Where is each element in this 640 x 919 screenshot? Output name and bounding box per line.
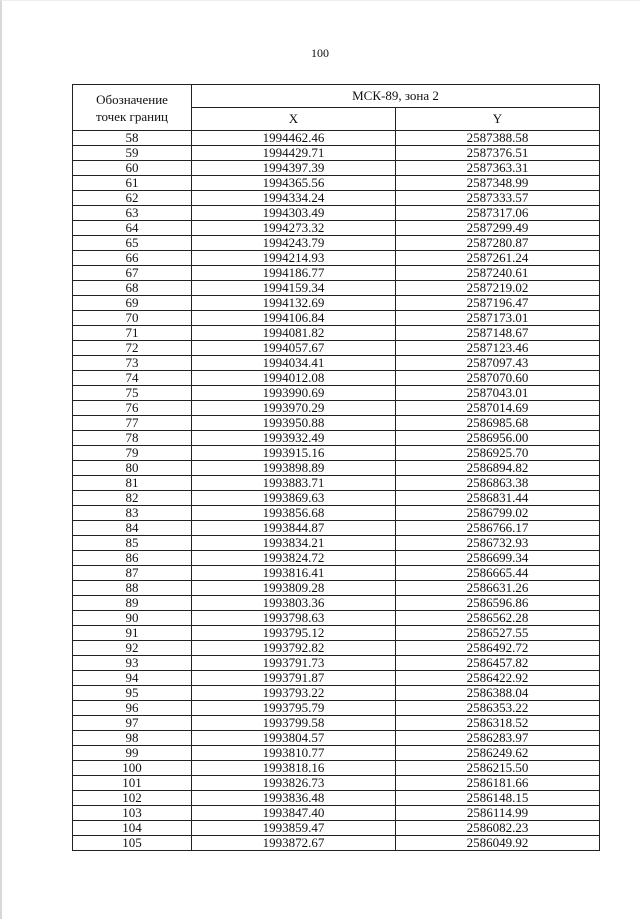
table-row (73, 371, 600, 386)
coordinate-system-header: МСК-89, зона 2 (192, 85, 600, 108)
table-row (73, 221, 600, 236)
y-coordinate-cell: 2587299.49 (396, 221, 600, 236)
table-header (73, 85, 600, 131)
x-coordinate-cell: 1993809.28 (192, 581, 396, 596)
y-coordinate-cell: 2586799.02 (396, 506, 600, 521)
table-row (73, 836, 600, 851)
y-coordinate-cell: 2586732.93 (396, 536, 600, 551)
y-coordinate-cell: 2586527.55 (396, 626, 600, 641)
boundary-coordinates-table (72, 84, 600, 851)
x-coordinate-cell: 1993793.22 (192, 686, 396, 701)
x-coordinate-cell: 1993803.36 (192, 596, 396, 611)
y-coordinate-cell: 2586215.50 (396, 761, 600, 776)
table-row (73, 596, 600, 611)
y-coordinate-cell: 2587261.24 (396, 251, 600, 266)
table-row (73, 416, 600, 431)
table-row (73, 686, 600, 701)
table-row (73, 746, 600, 761)
x-coordinate-cell: 1993798.63 (192, 611, 396, 626)
x-coordinate-cell: 1993792.82 (192, 641, 396, 656)
table-row (73, 176, 600, 191)
y-coordinate-cell: 2586049.92 (396, 836, 600, 851)
y-coordinate-cell: 2586249.62 (396, 746, 600, 761)
table-row (73, 731, 600, 746)
point-designation-label-line2: точек границ (95, 108, 169, 124)
y-coordinate-cell: 2586766.17 (396, 521, 600, 536)
table-row (73, 641, 600, 656)
page-number: 100 (311, 46, 329, 60)
table-row (73, 236, 600, 251)
y-coordinate-cell: 2586457.82 (396, 656, 600, 671)
x-coordinate-cell: 1993834.21 (192, 536, 396, 551)
x-coordinate-cell: 1993791.87 (192, 671, 396, 686)
point-number-cell: 95 (73, 686, 192, 701)
table-row (73, 206, 600, 221)
x-coordinate-cell: 1994186.77 (192, 266, 396, 281)
x-coordinate-cell: 1994243.79 (192, 236, 396, 251)
point-number-cell: 61 (73, 176, 192, 191)
point-number-cell: 79 (73, 446, 192, 461)
x-coordinate-cell: 1993970.29 (192, 401, 396, 416)
table-row (73, 761, 600, 776)
table-row (73, 701, 600, 716)
x-coordinate-cell: 1993844.87 (192, 521, 396, 536)
y-coordinate-cell: 2586353.22 (396, 701, 600, 716)
point-designation-label-line1: Обозначение (96, 91, 168, 107)
y-coordinate-cell: 2587333.57 (396, 191, 600, 206)
y-coordinate-cell: 2586831.44 (396, 491, 600, 506)
y-coordinate-cell: 2586596.86 (396, 596, 600, 611)
table-row (73, 296, 600, 311)
point-number-cell: 67 (73, 266, 192, 281)
y-coordinate-cell: 2586631.26 (396, 581, 600, 596)
y-coordinate-cell: 2587123.46 (396, 341, 600, 356)
x-coordinate-cell: 1993791.73 (192, 656, 396, 671)
point-number-cell: 82 (73, 491, 192, 506)
y-coordinate-cell: 2586082.23 (396, 821, 600, 836)
y-coordinate-cell: 2586925.70 (396, 446, 600, 461)
x-coordinate-cell: 1994012.08 (192, 371, 396, 386)
point-number-cell: 103 (73, 806, 192, 821)
y-coordinate-cell: 2586181.66 (396, 776, 600, 791)
x-coordinate-cell: 1993810.77 (192, 746, 396, 761)
x-coordinate-cell: 1993836.48 (192, 791, 396, 806)
x-coordinate-cell: 1993795.12 (192, 626, 396, 641)
y-coordinate-cell: 2587070.60 (396, 371, 600, 386)
y-coordinate-cell: 2587388.58 (396, 131, 600, 146)
table-body (73, 131, 600, 851)
table-row (73, 326, 600, 341)
point-number-cell: 60 (73, 161, 192, 176)
y-coordinate-cell: 2586148.15 (396, 791, 600, 806)
table-row (73, 431, 600, 446)
x-coordinate-cell: 1993824.72 (192, 551, 396, 566)
point-number-cell: 87 (73, 566, 192, 581)
x-coordinate-cell: 1994429.71 (192, 146, 396, 161)
point-number-cell: 98 (73, 731, 192, 746)
y-coordinate-cell: 2586562.28 (396, 611, 600, 626)
point-number-cell: 64 (73, 221, 192, 236)
point-number-cell: 63 (73, 206, 192, 221)
table-row (73, 356, 600, 371)
x-column-header: X (192, 108, 396, 131)
y-coordinate-cell: 2587348.99 (396, 176, 600, 191)
table-row (73, 131, 600, 146)
y-coordinate-cell: 2586114.99 (396, 806, 600, 821)
x-coordinate-cell: 1993804.57 (192, 731, 396, 746)
point-number-cell: 104 (73, 821, 192, 836)
point-number-cell: 86 (73, 551, 192, 566)
point-number-cell: 101 (73, 776, 192, 791)
point-number-cell: 105 (73, 836, 192, 851)
x-coordinate-cell: 1994303.49 (192, 206, 396, 221)
y-coordinate-cell: 2586388.04 (396, 686, 600, 701)
point-number-cell: 73 (73, 356, 192, 371)
x-coordinate-cell: 1993859.47 (192, 821, 396, 836)
point-number-cell: 71 (73, 326, 192, 341)
point-number-cell: 90 (73, 611, 192, 626)
x-coordinate-cell: 1994273.32 (192, 221, 396, 236)
x-coordinate-cell: 1993883.71 (192, 476, 396, 491)
table-row (73, 776, 600, 791)
point-number-cell: 85 (73, 536, 192, 551)
table-row (73, 671, 600, 686)
point-number-cell: 74 (73, 371, 192, 386)
table-row (73, 491, 600, 506)
x-coordinate-cell: 1993898.89 (192, 461, 396, 476)
y-coordinate-cell: 2587173.01 (396, 311, 600, 326)
x-coordinate-cell: 1993847.40 (192, 806, 396, 821)
x-coordinate-cell: 1994034.41 (192, 356, 396, 371)
table-row (73, 581, 600, 596)
point-number-cell: 94 (73, 671, 192, 686)
point-number-cell: 89 (73, 596, 192, 611)
point-number-cell: 62 (73, 191, 192, 206)
y-coordinate-cell: 2586492.72 (396, 641, 600, 656)
table-row (73, 386, 600, 401)
point-number-cell: 58 (73, 131, 192, 146)
x-coordinate-cell: 1994214.93 (192, 251, 396, 266)
y-coordinate-cell: 2586863.38 (396, 476, 600, 491)
x-coordinate-cell: 1993818.16 (192, 761, 396, 776)
point-number-cell: 91 (73, 626, 192, 641)
point-number-cell: 68 (73, 281, 192, 296)
y-coordinate-cell: 2587097.43 (396, 356, 600, 371)
point-number-cell: 72 (73, 341, 192, 356)
point-number-cell: 84 (73, 521, 192, 536)
x-coordinate-cell: 1994159.34 (192, 281, 396, 296)
table-row (73, 536, 600, 551)
point-number-cell: 92 (73, 641, 192, 656)
y-coordinate-cell: 2587148.67 (396, 326, 600, 341)
point-number-cell: 93 (73, 656, 192, 671)
y-column-header: Y (396, 108, 600, 131)
table-row (73, 146, 600, 161)
table-row (73, 626, 600, 641)
point-designation-header (73, 85, 192, 131)
point-number-cell: 70 (73, 311, 192, 326)
table-row (73, 341, 600, 356)
y-coordinate-cell: 2587196.47 (396, 296, 600, 311)
x-coordinate-cell: 1994132.69 (192, 296, 396, 311)
point-number-cell: 59 (73, 146, 192, 161)
y-coordinate-cell: 2586985.68 (396, 416, 600, 431)
table-row (73, 821, 600, 836)
table-row (73, 191, 600, 206)
y-coordinate-cell: 2586665.44 (396, 566, 600, 581)
y-coordinate-cell: 2587376.51 (396, 146, 600, 161)
table-row (73, 506, 600, 521)
x-coordinate-cell: 1993826.73 (192, 776, 396, 791)
point-number-cell: 77 (73, 416, 192, 431)
y-coordinate-cell: 2586894.82 (396, 461, 600, 476)
y-coordinate-cell: 2587317.06 (396, 206, 600, 221)
y-coordinate-cell: 2587014.69 (396, 401, 600, 416)
table-row (73, 461, 600, 476)
x-coordinate-cell: 1994106.84 (192, 311, 396, 326)
point-number-cell: 81 (73, 476, 192, 491)
point-number-cell: 78 (73, 431, 192, 446)
y-coordinate-cell: 2586422.92 (396, 671, 600, 686)
y-coordinate-cell: 2587043.01 (396, 386, 600, 401)
point-number-cell: 99 (73, 746, 192, 761)
x-coordinate-cell: 1994365.56 (192, 176, 396, 191)
table-row (73, 446, 600, 461)
table-row (73, 656, 600, 671)
table-row (73, 566, 600, 581)
table-row (73, 806, 600, 821)
header-row-1 (73, 85, 600, 108)
x-coordinate-cell: 1993950.88 (192, 416, 396, 431)
table-row (73, 311, 600, 326)
x-coordinate-cell: 1993872.67 (192, 836, 396, 851)
table-row (73, 716, 600, 731)
point-number-cell: 69 (73, 296, 192, 311)
y-coordinate-cell: 2587280.87 (396, 236, 600, 251)
table-row (73, 551, 600, 566)
table-row (73, 161, 600, 176)
point-number-cell: 76 (73, 401, 192, 416)
x-coordinate-cell: 1994462.46 (192, 131, 396, 146)
point-number-cell: 75 (73, 386, 192, 401)
x-coordinate-cell: 1993869.63 (192, 491, 396, 506)
point-number-cell: 65 (73, 236, 192, 251)
point-number-cell: 102 (73, 791, 192, 806)
point-number-cell: 83 (73, 506, 192, 521)
table-row (73, 791, 600, 806)
table-row (73, 281, 600, 296)
x-coordinate-cell: 1993932.49 (192, 431, 396, 446)
x-coordinate-cell: 1993915.16 (192, 446, 396, 461)
x-coordinate-cell: 1994334.24 (192, 191, 396, 206)
point-number-cell: 97 (73, 716, 192, 731)
x-coordinate-cell: 1993990.69 (192, 386, 396, 401)
x-coordinate-cell: 1993799.58 (192, 716, 396, 731)
y-coordinate-cell: 2587363.31 (396, 161, 600, 176)
y-coordinate-cell: 2586318.52 (396, 716, 600, 731)
table-row (73, 401, 600, 416)
y-coordinate-cell: 2586283.97 (396, 731, 600, 746)
point-number-cell: 80 (73, 461, 192, 476)
x-coordinate-cell: 1993856.68 (192, 506, 396, 521)
x-coordinate-cell: 1994057.67 (192, 341, 396, 356)
table-row (73, 266, 600, 281)
x-coordinate-cell: 1994397.39 (192, 161, 396, 176)
table-row (73, 476, 600, 491)
point-number-cell: 100 (73, 761, 192, 776)
y-coordinate-cell: 2586956.00 (396, 431, 600, 446)
x-coordinate-cell: 1993795.79 (192, 701, 396, 716)
x-coordinate-cell: 1994081.82 (192, 326, 396, 341)
point-number-cell: 96 (73, 701, 192, 716)
table-row (73, 521, 600, 536)
point-number-cell: 66 (73, 251, 192, 266)
table-row (73, 251, 600, 266)
x-coordinate-cell: 1993816.41 (192, 566, 396, 581)
point-number-cell: 88 (73, 581, 192, 596)
y-coordinate-cell: 2587219.02 (396, 281, 600, 296)
y-coordinate-cell: 2587240.61 (396, 266, 600, 281)
y-coordinate-cell: 2586699.34 (396, 551, 600, 566)
table-row (73, 611, 600, 626)
